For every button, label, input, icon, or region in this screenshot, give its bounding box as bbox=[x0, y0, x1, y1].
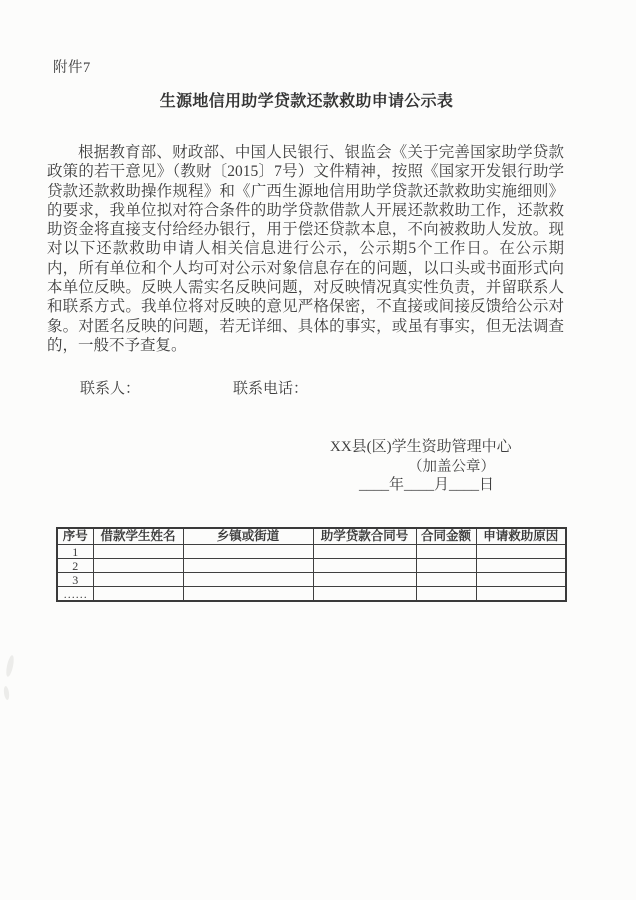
table-header-cell: 借款学生姓名 bbox=[93, 528, 183, 545]
attachment-label: 附件7 bbox=[53, 60, 91, 76]
table-cell bbox=[416, 587, 476, 602]
scan-artifact bbox=[3, 686, 10, 701]
table-cell bbox=[476, 587, 566, 602]
table-cell bbox=[183, 573, 313, 587]
table-header-row bbox=[57, 528, 566, 545]
signature-date-line: ____年____月____日 bbox=[359, 477, 495, 493]
table-row bbox=[57, 573, 566, 587]
table-header-cell: 乡镇或街道 bbox=[183, 528, 313, 545]
table-head bbox=[57, 528, 566, 545]
table-header-cell: 序号 bbox=[57, 528, 93, 545]
body-paragraph: 根据教育部、财政部、中国人民银行、银监会《关于完善国家助学贷款政策的若干意见》（教财〔2015〕7号）文件精神，按照《国家开发银行助学贷款还款救助操作规程》和《广西生源地信用助学贷款还款救助实施细则》的要求，我单位拟对符合条件的助学贷款借款人开展还款救助工作，还款救助资金将直接支付给经办银行，用于偿还贷款本息，不向被救助人发放。现对以下还款救助申请人相关信息进行公示，公示期5个工作日。在公示期内，所有单位和个人均可对公示对象信息存在的问题，以口头或书面形式向本单位反映。反映人需实名反映问题，对反映情况真实性负责，并留联系人和联系方式。我单位将对反映的意见严格保密，不直接或间接反馈给公示对象。对匿名反映的问题，若无详细、具体的事实，或虽有事实，但无法调查的，一般不予查复。 bbox=[47, 144, 564, 354]
contact-person-label: 联系人： bbox=[80, 381, 141, 397]
table-row bbox=[57, 559, 566, 573]
document-title: 生源地信用助学贷款还款救助申请公示表 bbox=[159, 93, 454, 110]
table-header-cell: 助学贷款合同号 bbox=[313, 528, 416, 545]
table-cell bbox=[313, 545, 416, 559]
table-cell: 3 bbox=[57, 573, 93, 587]
table-cell bbox=[313, 559, 416, 573]
table-cell bbox=[476, 573, 566, 587]
table-cell bbox=[313, 573, 416, 587]
scan-artifact bbox=[5, 655, 15, 678]
applicants-table bbox=[56, 527, 567, 602]
table-cell bbox=[93, 587, 183, 602]
table-body bbox=[57, 545, 566, 602]
table-cell: 2 bbox=[57, 559, 93, 573]
table-header-cell: 申请救助原因 bbox=[476, 528, 566, 545]
table-cell bbox=[416, 573, 476, 587]
table-row bbox=[57, 587, 566, 602]
table-cell: …… bbox=[57, 587, 93, 602]
table-cell: 1 bbox=[57, 545, 93, 559]
table-cell bbox=[476, 545, 566, 559]
table-cell bbox=[416, 545, 476, 559]
table-header-cell: 合同金额 bbox=[416, 528, 476, 545]
contact-phone-label: 联系电话： bbox=[233, 381, 309, 397]
table-cell bbox=[476, 559, 566, 573]
table-cell bbox=[93, 545, 183, 559]
table-cell bbox=[313, 587, 416, 602]
table-cell bbox=[183, 559, 313, 573]
table-cell bbox=[93, 559, 183, 573]
table-cell bbox=[93, 573, 183, 587]
signature-seal-line: （加盖公章） bbox=[408, 459, 495, 475]
table-cell bbox=[183, 545, 313, 559]
table-row bbox=[57, 545, 566, 559]
table-cell bbox=[416, 559, 476, 573]
table-cell bbox=[183, 587, 313, 602]
signature-org-line: XX县(区)学生资助管理中心 bbox=[330, 439, 512, 455]
